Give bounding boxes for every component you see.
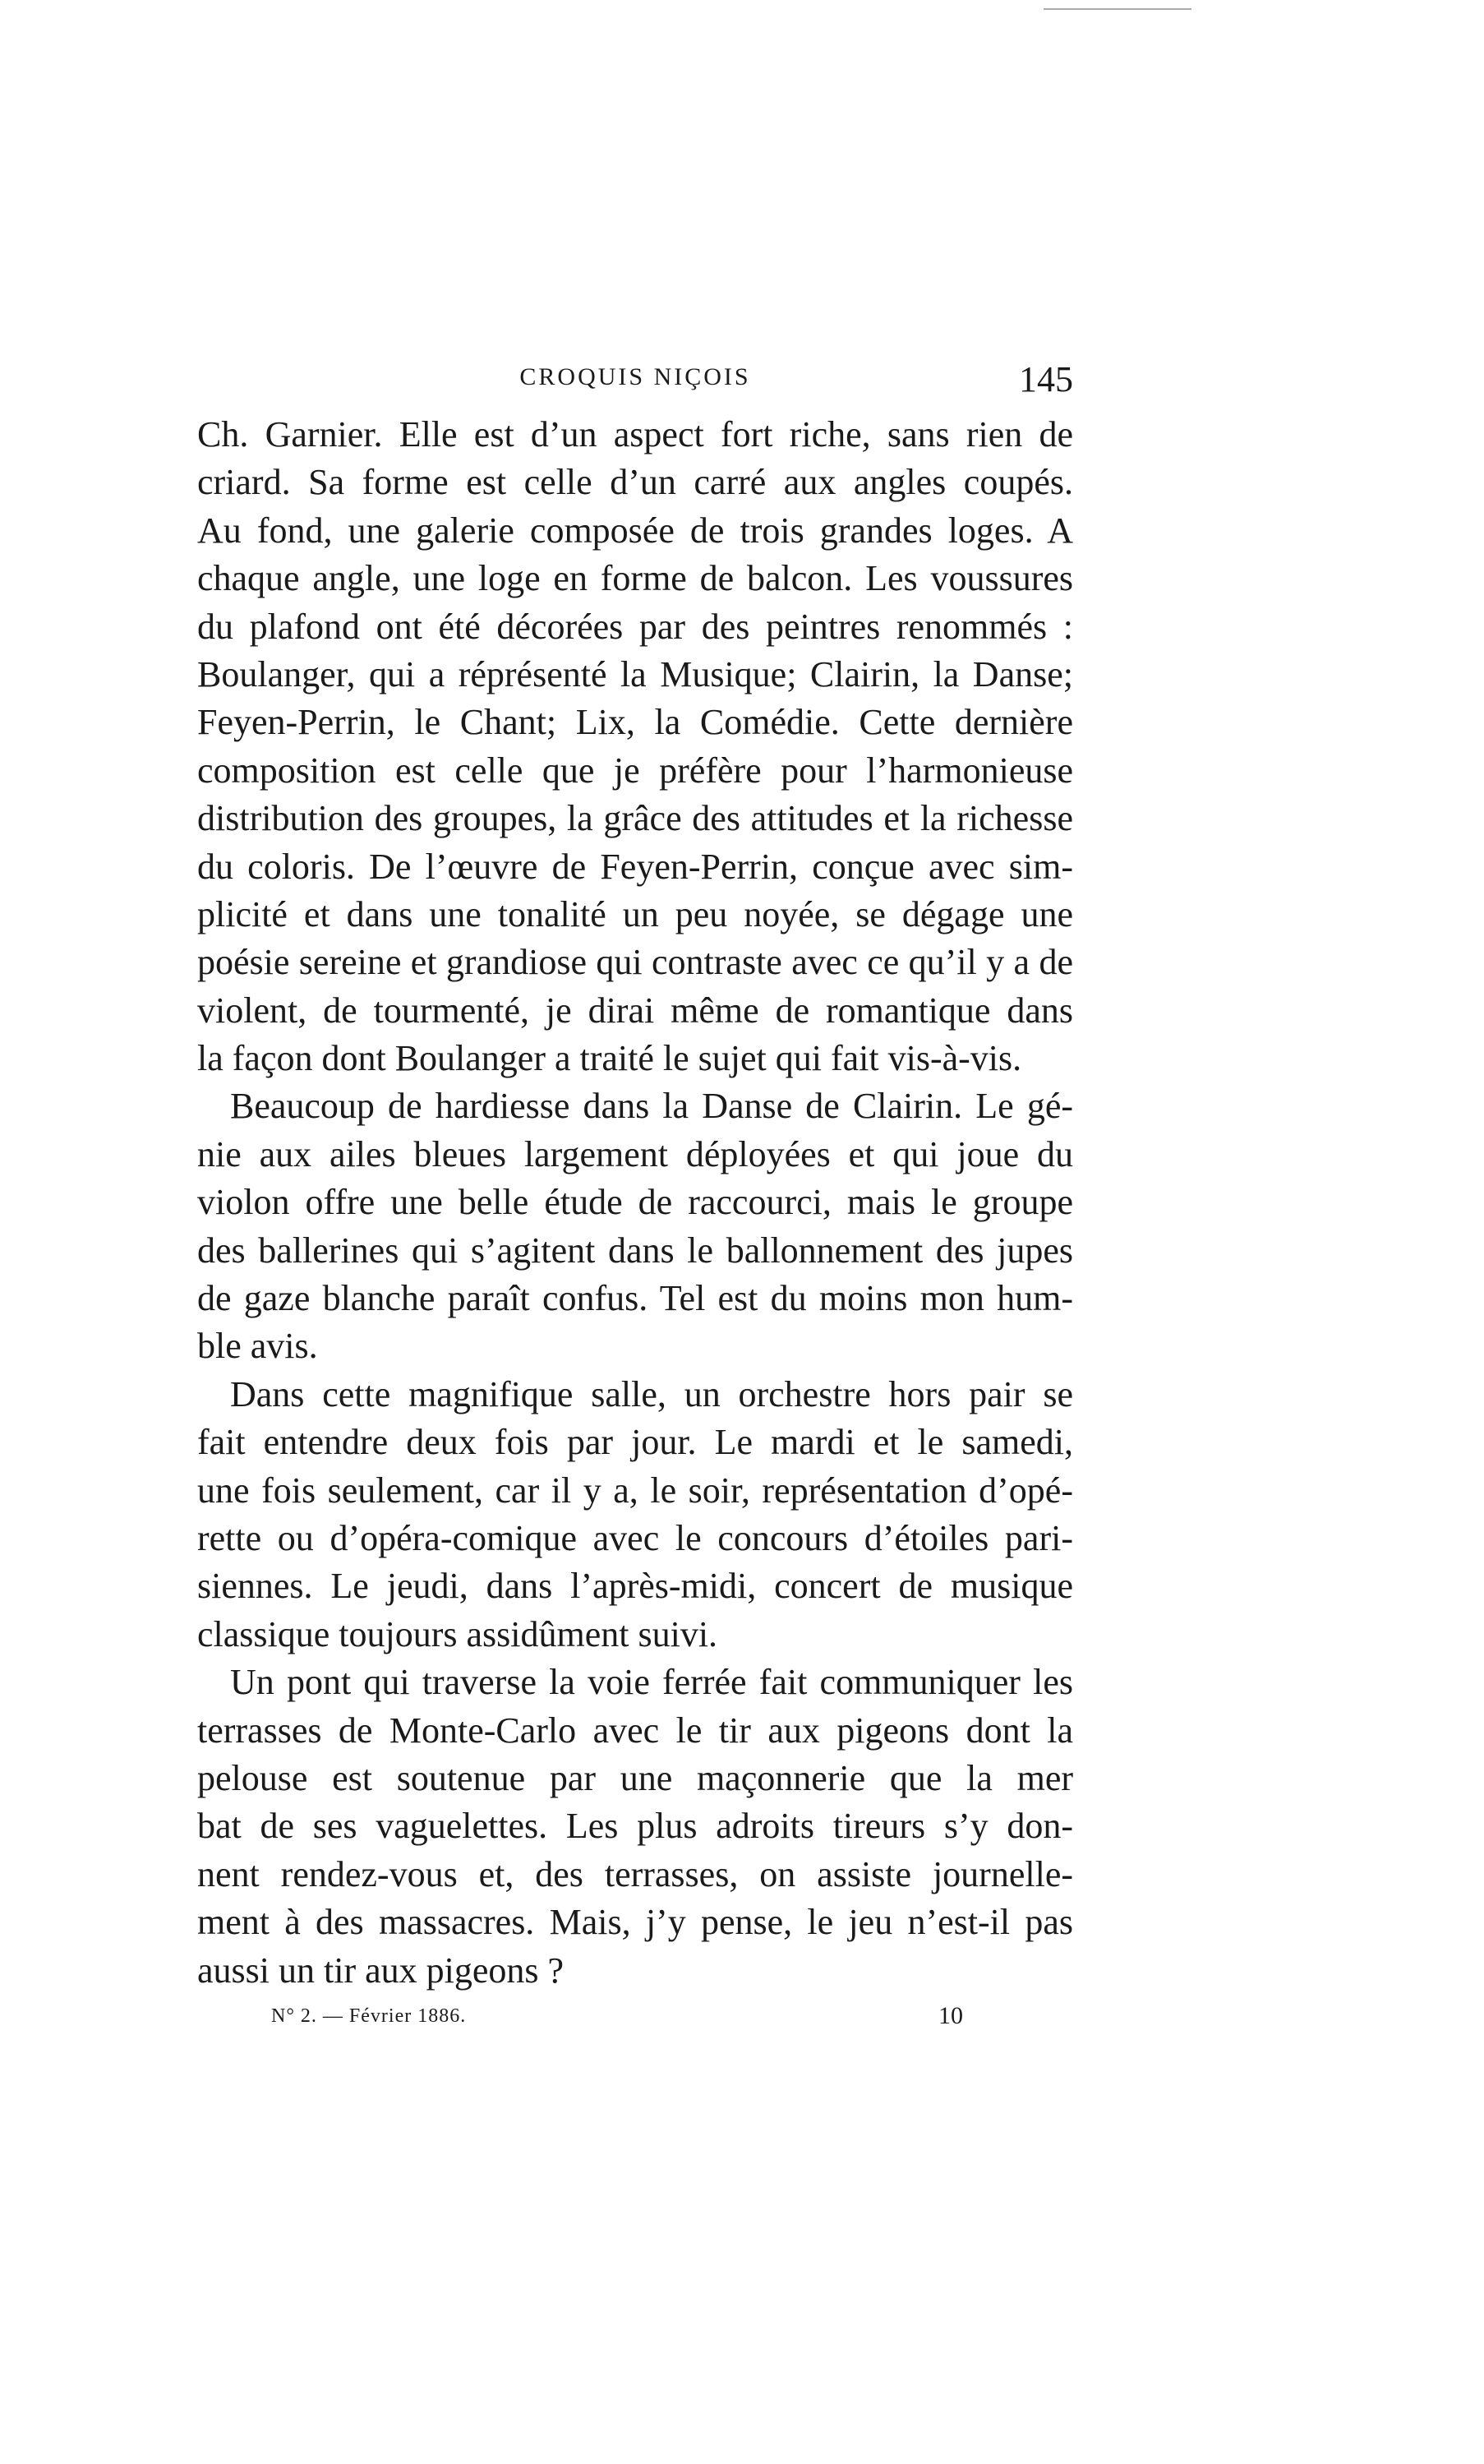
text-line: nie aux ailes bleues largement déployées et qui joue du — [197, 1133, 1073, 1174]
text-line: rette ou d’opéra-comique avec le concours d’étoiles pari- — [197, 1517, 1073, 1558]
page-footer — [197, 2002, 1073, 2038]
paragraph — [197, 1659, 1073, 1995]
text-line: des ballerines qui s’agitent dans le ballonnement des jupes — [197, 1230, 1073, 1271]
text-line: violent, de tourmenté, je dirai même de romantique dans — [197, 990, 1073, 1031]
text-line: composition est celle que je préfère pour l’harmonieuse — [197, 750, 1073, 791]
text-line: distribution des groupes, la grâce des attitudes et la richesse — [197, 798, 1073, 839]
text-line: aussi un tir aux pigeons ? — [197, 1950, 565, 1991]
text-line: classique toujours assidûment suivi. — [197, 1613, 718, 1654]
body-text — [197, 411, 1073, 1995]
paragraph — [197, 1371, 1073, 1659]
text-line: la façon dont Boulanger a traité le sujet qui fait vis-à-vis. — [197, 1038, 1022, 1079]
text-line: siennes. Le jeudi, dans l’après-midi, concert de musique — [197, 1566, 1073, 1607]
sheet-number: 10 — [938, 2002, 963, 2029]
text-line: ment à des massacres. Mais, j’y pense, le jeu n’est-il pas — [197, 1902, 1073, 1943]
issue-signature: N° 2. — Février 1886. — [271, 2005, 467, 2027]
running-head — [197, 358, 1073, 408]
text-line: bat de ses vaguelettes. Les plus adroits tireurs s’y don- — [197, 1806, 1073, 1847]
text-line: chaque angle, une loge en forme de balcon. Les voussures — [197, 558, 1073, 599]
text-line: Ch. Garnier. Elle est d’un aspect fort riche, sans rien de — [197, 414, 1073, 455]
text-line: du coloris. De l’œuvre de Feyen-Perrin, conçue avec sim- — [197, 846, 1073, 887]
text-line: poésie sereine et grandiose qui contraste avec ce qu’il y a de — [197, 942, 1073, 983]
text-line: ble avis. — [197, 1326, 318, 1367]
text-line: nent rendez-vous et, des terrasses, on assiste journelle- — [197, 1853, 1073, 1894]
running-title: CROQUIS NIÇOIS — [519, 363, 751, 390]
text-line: criard. Sa forme est celle d’un carré aux angles coupés. — [197, 462, 1073, 503]
page-number: 145 — [1019, 359, 1073, 399]
text-line: Beaucoup de hardiesse dans la Danse de Clairin. Le gé- — [230, 1086, 1073, 1127]
text-line: Boulanger, qui a réprésenté la Musique; Clairin, la Danse; — [197, 653, 1073, 694]
text-line: une fois seulement, car il y a, le soir, représentation d’opé- — [197, 1470, 1073, 1511]
text-line: fait entendre deux fois par jour. Le mardi et le samedi, — [197, 1422, 1073, 1463]
text-line: Dans cette magnifique salle, un orchestre hors pair se — [230, 1373, 1073, 1414]
text-line: plicité et dans une tonalité un peu noyée, se dégage une — [197, 893, 1073, 934]
paragraph — [197, 411, 1073, 1082]
text-line: de gaze blanche paraît confus. Tel est du moins mon hum- — [197, 1278, 1073, 1319]
text-line: violon offre une belle étude de raccourci, mais le groupe — [197, 1182, 1073, 1223]
paragraph — [197, 1082, 1073, 1370]
text-line: Un pont qui traverse la voie ferrée fait communiquer les — [230, 1662, 1073, 1703]
scan-edge-line — [1044, 8, 1191, 10]
text-line: Feyen-Perrin, le Chant; Lix, la Comédie. Cette dernière — [197, 702, 1073, 743]
text-line: pelouse est soutenue par une maçonnerie que la mer — [197, 1757, 1073, 1798]
text-line: terrasses de Monte-Carlo avec le tir aux pigeons dont la — [197, 1710, 1073, 1751]
text-line: Au fond, une galerie composée de trois grandes loges. A — [197, 510, 1073, 551]
text-line: du plafond ont été décorées par des peintres renommés : — [197, 606, 1073, 647]
